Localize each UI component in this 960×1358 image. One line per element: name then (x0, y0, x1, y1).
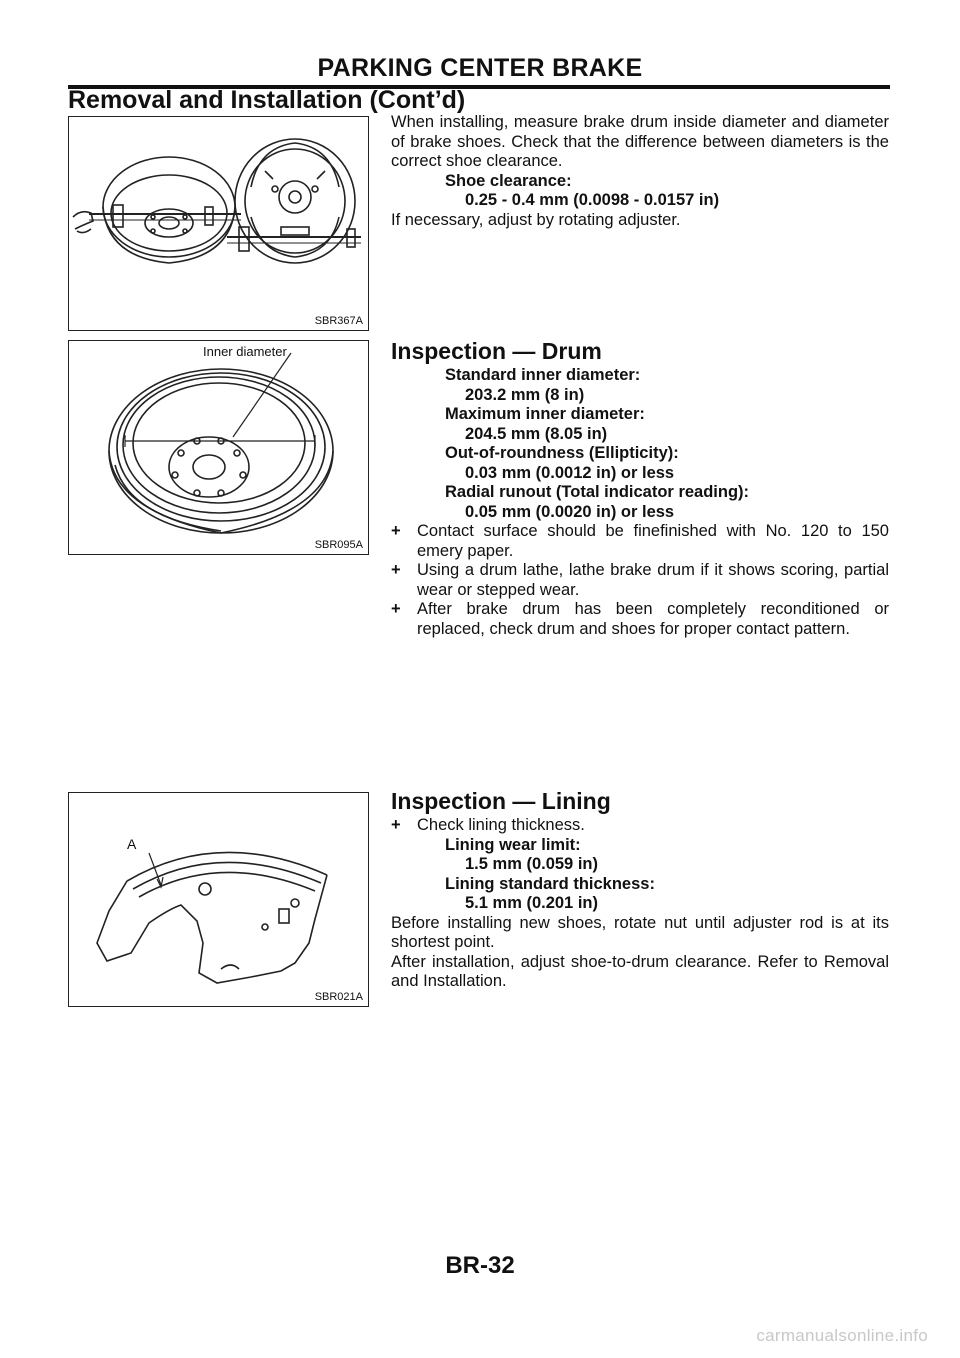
spec-label: Standard inner diameter: (445, 366, 641, 384)
bullet-text: Check lining thickness. (417, 816, 585, 834)
bullet-mark: + (391, 561, 401, 579)
spec-value: 0.25 - 0.4 mm (0.0098 - 0.0157 in) (465, 191, 720, 209)
bullet-text: Using a drum lathe, lathe brake drum if it shows scoring, partial wear or stepped wear. (417, 561, 889, 599)
bullet-item (391, 561, 889, 600)
bullet-mark: + (391, 600, 401, 618)
section-inspection-lining (391, 788, 889, 992)
spec-value: 0.05 mm (0.0020 in) or less (465, 502, 675, 521)
bullet-mark: + (391, 816, 401, 834)
spec-label: Shoe clearance: (445, 171, 572, 190)
spec-value: 5.1 mm (0.201 in) (465, 894, 598, 912)
spec-value: 1.5 mm (0.059 in) (465, 855, 598, 873)
page-number: BR-32 (445, 1252, 515, 1279)
section-subtitle: Removal and Installation (Cont’d) (68, 86, 466, 114)
spec-label: Maximum inner diameter: (445, 405, 645, 423)
spec-label: Radial runout (Total indicator reading): (445, 483, 750, 501)
body-paragraph: After installation, adjust shoe-to-drum clearance. Refer to Removal and Installation. (391, 952, 889, 990)
watermark: carmanualsonline.info (756, 1326, 928, 1345)
section-inspection-drum (391, 338, 889, 639)
section-shoe-clearance (391, 113, 889, 230)
brake-drum-illustration (69, 341, 367, 553)
bullet-item (391, 600, 889, 639)
spec-label: Lining wear limit: (445, 835, 581, 854)
bullet-text: Contact surface should be finefinished with No. 120 to 150 emery paper. (417, 522, 889, 560)
figure-callout-label: Inner diameter (203, 344, 287, 359)
figure-id: SBR367A (314, 315, 363, 327)
spec-label: Lining standard thickness: (445, 874, 655, 893)
brake-shoe-illustration (69, 793, 367, 1005)
spec-value: 0.03 mm (0.0012 in) or less (465, 463, 675, 482)
figure-id: SBR021A (314, 991, 363, 1003)
page-header-title: PARKING CENTER BRAKE (317, 54, 643, 82)
intro-paragraph: When installing, measure brake drum inside diameter and diameter of brake shoes. Check that the difference between diameters is the correct shoe clearance. (391, 113, 889, 170)
figure-callout-label: A (127, 836, 137, 852)
body-paragraph: Before installing new shoes, rotate nut until adjuster rod is at its shortest point. (391, 913, 889, 951)
spec-value: 203.2 mm (8 in) (465, 385, 585, 404)
figure-brake-shoe-lining (68, 792, 369, 1007)
drum-and-shoe-measurement-illustration (69, 117, 367, 329)
note-paragraph: If necessary, adjust by rotating adjuster. (391, 210, 681, 229)
figure-shoe-clearance (68, 116, 369, 331)
bullet-item (391, 522, 889, 561)
section-heading: Inspection — Lining (391, 788, 611, 814)
figure-drum-inner-diameter (68, 340, 369, 555)
section-heading: Inspection — Drum (391, 338, 602, 364)
spec-value: 204.5 mm (8.05 in) (465, 424, 608, 443)
bullet-item (391, 816, 889, 836)
bullet-mark: + (391, 522, 401, 540)
bullet-text: After brake drum has been completely reconditioned or replaced, check drum and shoes for proper contact pattern. (417, 600, 889, 638)
figure-id: SBR095A (314, 539, 363, 551)
spec-label: Out-of-roundness (Ellipticity): (445, 444, 679, 462)
